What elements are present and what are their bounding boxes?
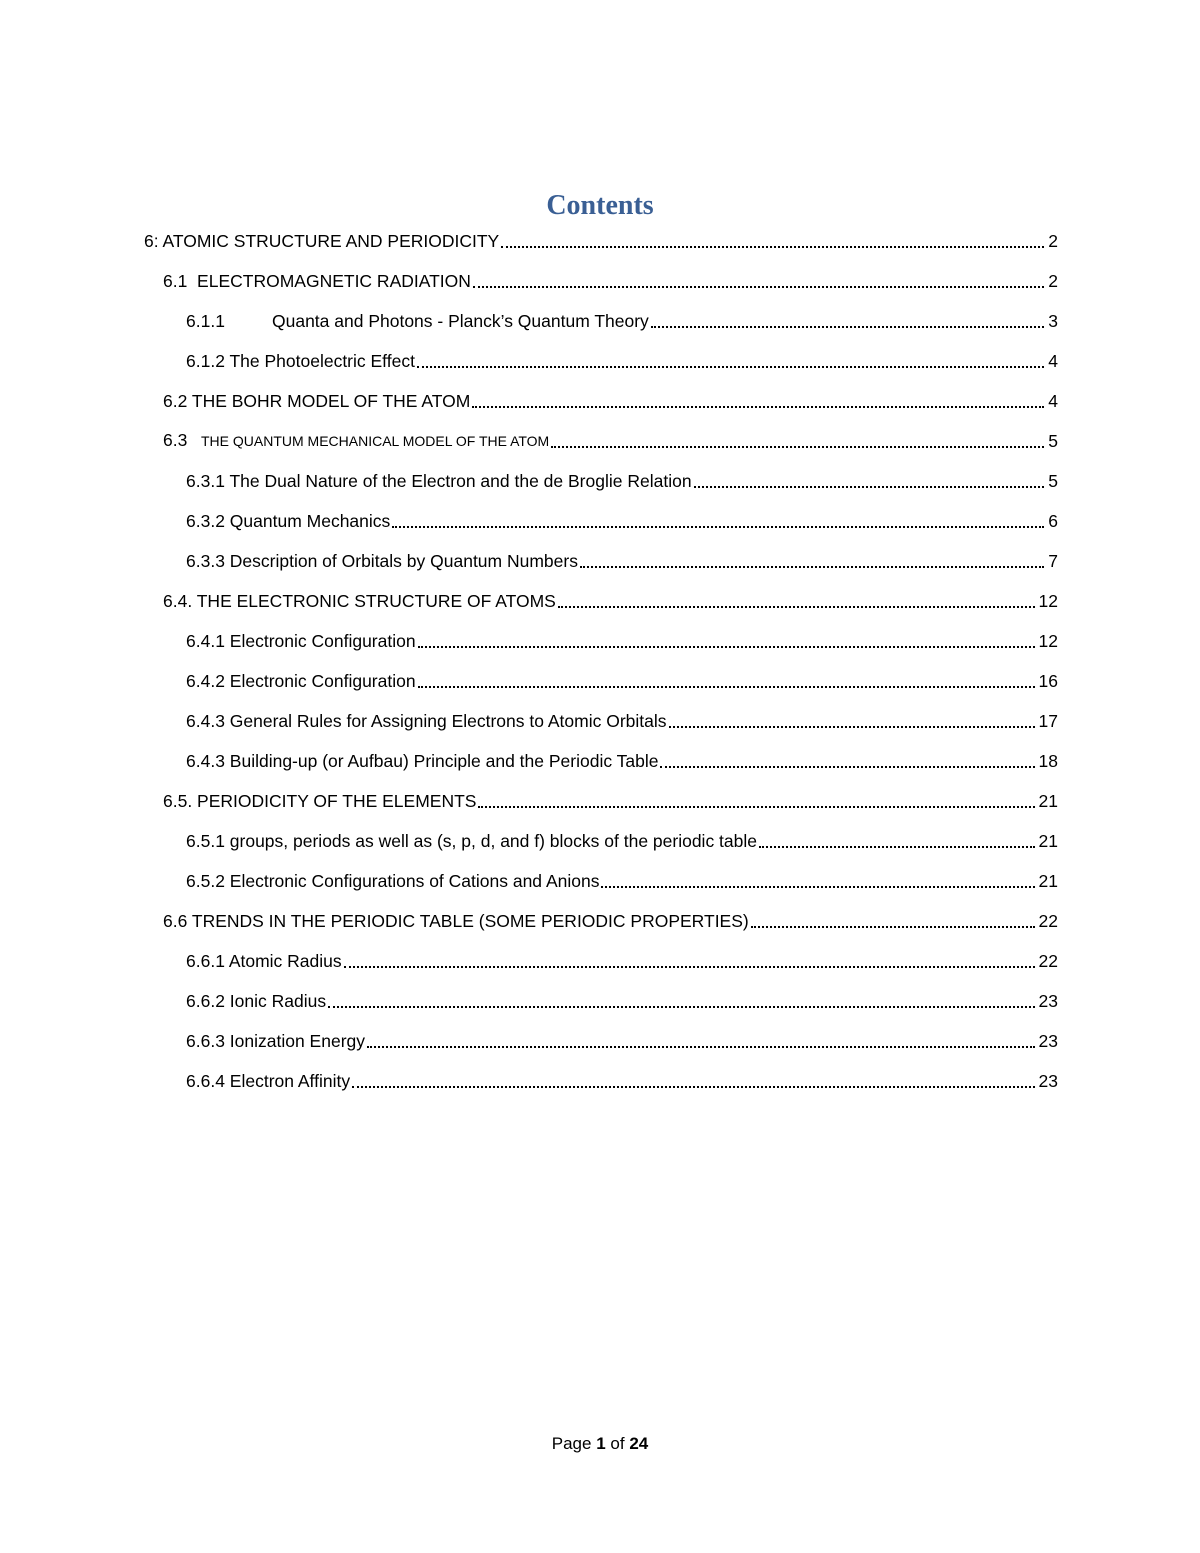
dot-leader xyxy=(472,392,1044,408)
toc-entry-label: Quanta and Photons - Planck’s Quantum Theory xyxy=(272,311,649,331)
toc-entry-page: 5 xyxy=(1048,471,1058,491)
toc-entry-label: 6.2 THE BOHR MODEL OF THE ATOM xyxy=(163,391,471,411)
toc-entry-page: 18 xyxy=(1038,751,1058,771)
dot-leader xyxy=(478,792,1034,808)
toc-entry-label: 6.5.1 groups, periods as well as (s, p, d, and f) blocks of the periodic table xyxy=(186,831,758,851)
toc-entry-label: 6.3.1 The Dual Nature of the Electron and the de Broglie Relation xyxy=(186,471,692,491)
toc-entry-label: 6.5.2 Electronic Configurations of Cations and Anions xyxy=(186,871,600,891)
dot-leader xyxy=(328,992,1034,1008)
dot-leader xyxy=(367,1032,1035,1048)
toc-entry-number: 6.3 xyxy=(163,430,188,450)
toc-entry-page: 2 xyxy=(1048,231,1058,251)
toc-entry-page: 12 xyxy=(1038,631,1058,651)
dot-leader xyxy=(418,632,1035,648)
toc-entry-6-4-1[interactable] xyxy=(186,622,1058,652)
toc-entry-6-4[interactable] xyxy=(163,582,1058,612)
toc-entry-6-6-4[interactable] xyxy=(186,1062,1058,1092)
toc-entry-label: 6.4.3 Building-up (or Aufbau) Principle and the Periodic Table xyxy=(186,751,659,771)
footer-page-prefix: Page xyxy=(551,1434,592,1453)
toc-entry-6-6-3[interactable] xyxy=(186,1022,1058,1052)
toc-entry-label: 6.6.2 Ionic Radius xyxy=(186,991,327,1011)
toc-entry-page: 7 xyxy=(1048,551,1058,571)
toc-entry-page: 17 xyxy=(1038,711,1058,731)
toc-entry-page: 23 xyxy=(1038,1071,1058,1091)
dot-leader xyxy=(601,872,1034,888)
toc-entry-label: 6.5. PERIODICITY OF THE ELEMENTS xyxy=(163,791,477,811)
toc-entry-6-5-1[interactable] xyxy=(186,822,1058,852)
toc-entry-label: 6.4.1 Electronic Configuration xyxy=(186,631,416,651)
dot-leader xyxy=(352,1072,1034,1088)
toc-entry-label: 6: ATOMIC STRUCTURE AND PERIODICITY xyxy=(144,231,500,251)
dot-leader xyxy=(669,712,1035,728)
dot-leader xyxy=(759,832,1035,848)
toc-entry-page: 4 xyxy=(1048,391,1058,411)
dot-leader xyxy=(392,512,1044,528)
dot-leader xyxy=(580,552,1044,568)
toc-entry-6-5[interactable] xyxy=(163,782,1058,812)
toc-entry-page: 23 xyxy=(1038,991,1058,1011)
toc-entry-6-4-3-aufbau[interactable] xyxy=(186,742,1058,772)
toc-entry-6-1-2[interactable] xyxy=(186,342,1058,372)
toc-entry-6-3[interactable] xyxy=(163,422,1058,452)
toc-entry-page: 21 xyxy=(1038,831,1058,851)
toc-entry-page: 2 xyxy=(1048,271,1058,291)
dot-leader xyxy=(551,432,1044,448)
toc-entry-6-5-2[interactable] xyxy=(186,862,1058,892)
toc-entry-6-3-3[interactable] xyxy=(186,542,1058,572)
dot-leader xyxy=(694,472,1045,488)
toc-entry-6-4-2[interactable] xyxy=(186,662,1058,692)
toc-entry-page: 21 xyxy=(1038,871,1058,891)
toc-entry-page: 3 xyxy=(1048,311,1058,331)
toc-entry-label: 6.6.1 Atomic Radius xyxy=(186,951,342,971)
toc-entry-label: 6.6 TRENDS IN THE PERIODIC TABLE (SOME PERIODIC PROPERTIES) xyxy=(163,911,749,931)
toc-entry-6-3-2[interactable] xyxy=(186,502,1058,532)
toc-entry-6-4-3-general-rules[interactable] xyxy=(186,702,1058,732)
dot-leader xyxy=(501,232,1044,248)
toc-entry-page: 12 xyxy=(1038,591,1058,611)
dot-leader xyxy=(751,912,1035,928)
toc-entry-number: 6.1.1 xyxy=(186,311,225,331)
toc-entry-6-3-1[interactable] xyxy=(186,462,1058,492)
toc-entry-label: 6.3.2 Quantum Mechanics xyxy=(186,511,391,531)
toc-entry-page: 16 xyxy=(1038,671,1058,691)
footer-total-pages: 24 xyxy=(629,1434,649,1453)
dot-leader xyxy=(417,352,1044,368)
toc-entry-label: 6.1.2 The Photoelectric Effect xyxy=(186,351,415,371)
toc-entry-label: 6.4. THE ELECTRONIC STRUCTURE OF ATOMS xyxy=(163,591,556,611)
toc-entry-page: 5 xyxy=(1048,431,1058,451)
toc-entry-label: THE QUANTUM MECHANICAL MODEL OF THE ATOM xyxy=(201,433,550,449)
toc-entry-label: 6.4.3 General Rules for Assigning Electrons to Atomic Orbitals xyxy=(186,711,667,731)
dot-leader xyxy=(558,592,1035,608)
toc-entry-6-6-1[interactable] xyxy=(186,942,1058,972)
dot-leader xyxy=(473,272,1044,288)
toc-entry-6-1-1[interactable] xyxy=(186,302,1058,332)
toc-entry-label: 6.6.3 Ionization Energy xyxy=(186,1031,366,1051)
dot-leader xyxy=(344,952,1035,968)
toc-entry-page: 21 xyxy=(1038,791,1058,811)
toc-entry-page: 23 xyxy=(1038,1031,1058,1051)
toc-entry-page: 22 xyxy=(1038,951,1058,971)
page-title: Contents xyxy=(546,190,654,221)
toc-entry-6-6-2[interactable] xyxy=(186,982,1058,1012)
toc-entry-page: 6 xyxy=(1048,511,1058,531)
footer-current-page: 1 xyxy=(596,1434,606,1453)
toc-entry-6[interactable] xyxy=(144,222,1058,252)
toc-entry-label: 6.3.3 Description of Orbitals by Quantum Numbers xyxy=(186,551,578,571)
toc-entry-6-2[interactable] xyxy=(163,382,1058,412)
toc-entry-label: 6.4.2 Electronic Configuration xyxy=(186,671,416,691)
page-footer xyxy=(0,1432,1200,1456)
dot-leader xyxy=(651,312,1044,328)
toc-entry-page: 22 xyxy=(1038,911,1058,931)
toc-entry-6-6[interactable] xyxy=(163,902,1058,932)
toc-entry-page: 4 xyxy=(1048,351,1058,371)
toc-entry-6-1[interactable] xyxy=(163,262,1058,292)
dot-leader xyxy=(418,672,1035,688)
dot-leader xyxy=(660,752,1034,768)
toc-entry-label: 6.1 ELECTROMAGNETIC RADIATION xyxy=(163,271,471,291)
toc-entry-label: 6.6.4 Electron Affinity xyxy=(186,1071,351,1091)
footer-of: of xyxy=(610,1434,625,1453)
